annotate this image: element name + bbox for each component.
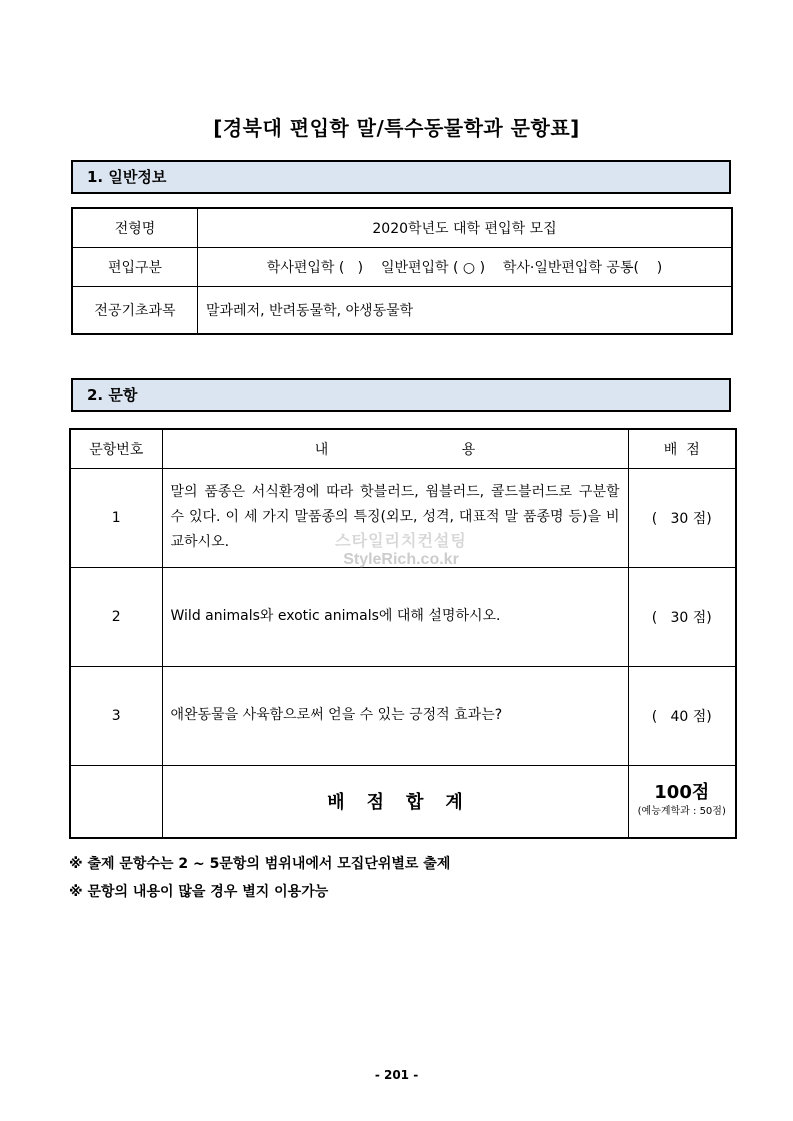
question-content: 말의 품종은 서식환경에 따라 핫블러드, 웜블러드, 콜드블러드로 구분할 수 있다. 이 세 가지 말품종의 특징(외모, 성격, 대표적 말 품종명 등)을 비교하시오. bbox=[162, 468, 628, 567]
info-value-transfer-type: 학사편입학 ( ) 일반편입학 ( ○ ) 학사·일반편입학 공통( ) bbox=[198, 247, 733, 286]
notes bbox=[69, 850, 450, 906]
table-row bbox=[70, 666, 736, 765]
total-label: 배점합계 bbox=[327, 792, 485, 814]
total-row bbox=[70, 765, 736, 838]
total-score: 100점 bbox=[654, 782, 710, 804]
total-score-note: (예능계학과 : 50점) bbox=[637, 806, 726, 818]
table-row bbox=[70, 468, 736, 567]
question-score: ( 30 점) bbox=[628, 468, 736, 567]
info-label-transfer-type: 편입구분 bbox=[72, 247, 198, 286]
col-header-number: 문항번호 bbox=[70, 429, 162, 468]
col-header-content: 내 용 bbox=[162, 429, 628, 468]
question-number: 2 bbox=[70, 567, 162, 666]
info-label-exam-name: 전형명 bbox=[72, 208, 198, 247]
col-header-score: 배 점 bbox=[628, 429, 736, 468]
page-number: - 201 - bbox=[374, 1068, 419, 1082]
info-value-subjects: 말과레저, 반려동물학, 야생동물학 bbox=[198, 286, 733, 334]
table-row bbox=[70, 567, 736, 666]
section-general-info-heading: 1. 일반정보 bbox=[71, 160, 731, 194]
question-content: 애완동물을 사육함으로써 얻을 수 있는 긍정적 효과는? bbox=[162, 666, 628, 765]
general-info-table bbox=[71, 207, 733, 335]
total-label-cell bbox=[162, 765, 628, 838]
question-score: ( 30 점) bbox=[628, 567, 736, 666]
questions-table bbox=[69, 428, 737, 839]
question-score: ( 40 점) bbox=[628, 666, 736, 765]
question-number: 3 bbox=[70, 666, 162, 765]
question-number: 1 bbox=[70, 468, 162, 567]
document-title: [경북대 편입학 말/특수동물학과 문항표] bbox=[213, 116, 580, 140]
total-empty-cell bbox=[70, 765, 162, 838]
note-item: ※ 문항의 내용이 많을 경우 별지 이용가능 bbox=[69, 884, 329, 900]
section-questions-heading: 2. 문항 bbox=[71, 378, 731, 412]
note-item: ※ 출제 문항수는 2 ~ 5문항의 범위내에서 모집단위별로 출제 bbox=[69, 856, 451, 872]
total-score-cell bbox=[628, 765, 736, 838]
watermark-korean: 스타일리치컨설팅 bbox=[335, 531, 467, 550]
watermark-url: StyleRich.co.kr bbox=[343, 551, 459, 568]
info-label-subjects: 전공기초과목 bbox=[72, 286, 198, 334]
info-value-exam-name: 2020학년도 대학 편입학 모집 bbox=[198, 208, 733, 247]
question-content: Wild animals와 exotic animals에 대해 설명하시오. bbox=[162, 567, 628, 666]
